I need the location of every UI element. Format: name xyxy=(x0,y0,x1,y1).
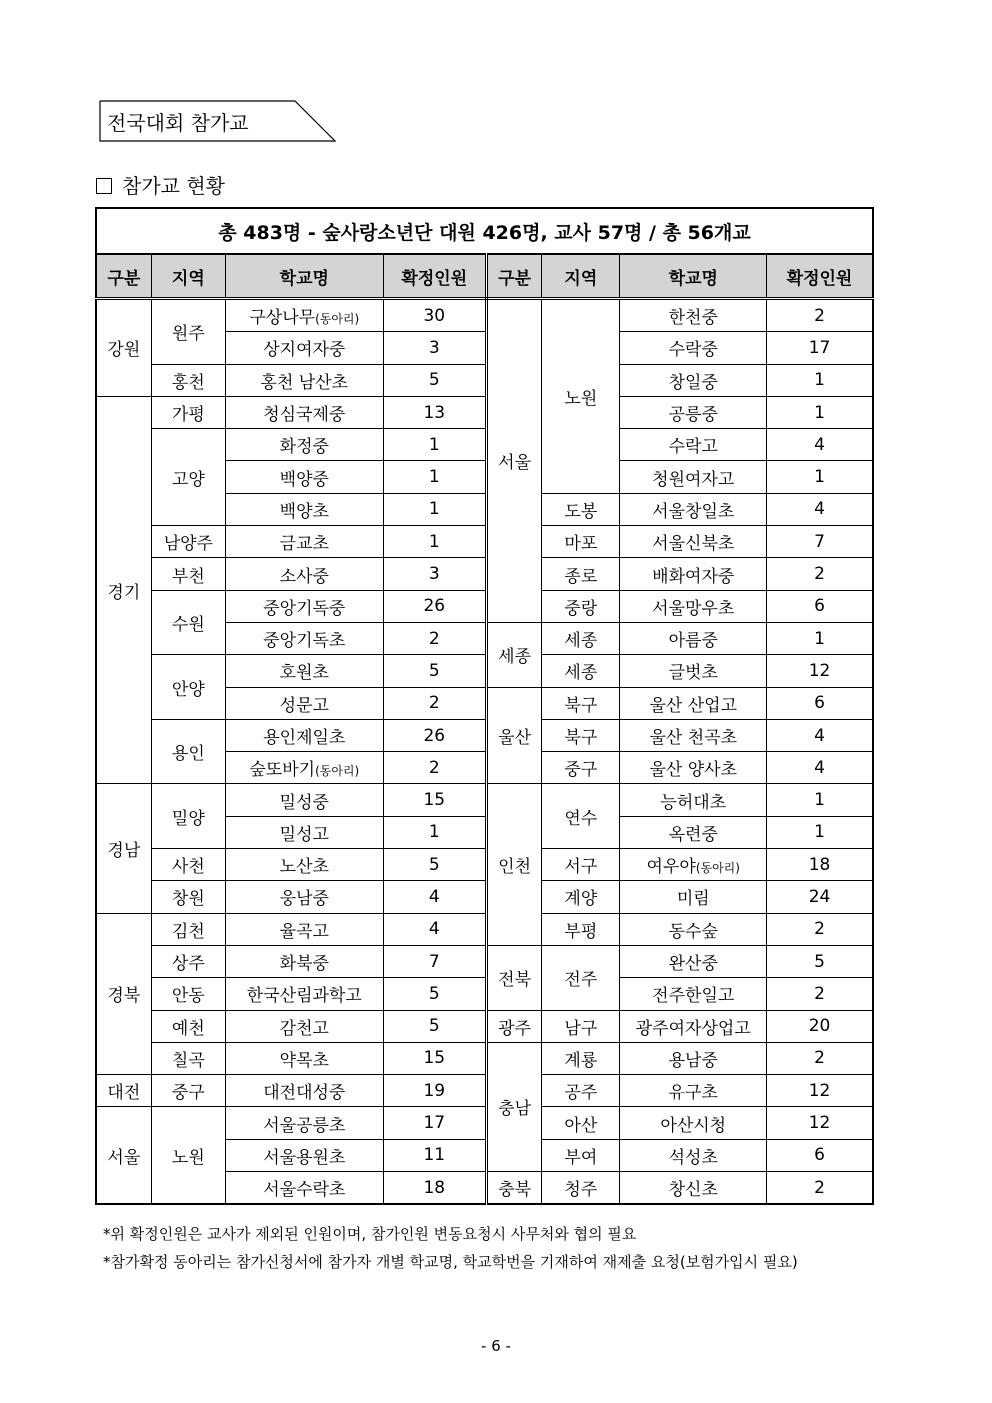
header-count: 확정인원 xyxy=(383,254,486,299)
region-cell: 중구 xyxy=(151,1075,225,1107)
table-row xyxy=(96,299,873,332)
count-cell: 1 xyxy=(767,364,873,396)
section-title-box xyxy=(99,100,334,140)
school-cell: 전주한일고 xyxy=(620,978,767,1010)
category-cell: 경남 xyxy=(96,784,151,913)
table-row xyxy=(96,558,873,590)
square-bullet-icon xyxy=(96,178,112,194)
school-cell: 성문고 xyxy=(225,687,383,719)
region-cell: 안양 xyxy=(151,655,225,720)
count-cell: 1 xyxy=(767,784,873,816)
header-category: 구분 xyxy=(96,254,151,299)
region-cell: 북구 xyxy=(542,719,620,751)
count-cell: 15 xyxy=(383,1042,486,1074)
count-cell: 6 xyxy=(767,1139,873,1171)
school-cell: 중앙기독초 xyxy=(225,622,383,654)
count-cell: 12 xyxy=(767,1107,873,1139)
school-cell: 창신초 xyxy=(620,1172,767,1205)
region-cell: 부여 xyxy=(542,1139,620,1171)
category-cell: 전북 xyxy=(486,945,541,1010)
category-cell: 충남 xyxy=(486,1042,541,1171)
school-cell: 울산 양사초 xyxy=(620,752,767,784)
count-cell: 2 xyxy=(767,978,873,1010)
school-cell: 완산중 xyxy=(620,945,767,977)
count-cell: 1 xyxy=(383,526,486,558)
table-row xyxy=(96,364,873,396)
count-cell: 1 xyxy=(383,461,486,493)
school-cell: 글벗초 xyxy=(620,655,767,687)
school-cell: 청원여자고 xyxy=(620,461,767,493)
section-title: 전국대회 참가교 xyxy=(107,111,249,135)
subheading-text: 참가교 현황 xyxy=(122,174,225,198)
region-cell: 마포 xyxy=(542,526,620,558)
school-cell: 웅남중 xyxy=(225,881,383,913)
category-cell: 서울 xyxy=(486,299,541,623)
school-cell: 용인제일초 xyxy=(225,719,383,751)
count-cell: 2 xyxy=(767,1042,873,1074)
region-cell: 가평 xyxy=(151,396,225,428)
count-cell: 26 xyxy=(383,590,486,622)
count-cell: 17 xyxy=(767,332,873,364)
table-row xyxy=(96,590,873,622)
region-cell: 전주 xyxy=(542,945,620,1010)
subheading xyxy=(96,170,225,199)
school-cell: 노산초 xyxy=(225,849,383,881)
table-row xyxy=(96,913,873,945)
count-cell: 13 xyxy=(383,396,486,428)
region-cell: 도봉 xyxy=(542,493,620,525)
footnotes xyxy=(103,1220,798,1276)
region-cell: 아산 xyxy=(542,1107,620,1139)
header-region: 지역 xyxy=(151,254,225,299)
school-cell: 공릉중 xyxy=(620,396,767,428)
region-cell: 김천 xyxy=(151,913,225,945)
count-cell: 15 xyxy=(383,784,486,816)
school-cell: 창일중 xyxy=(620,364,767,396)
region-cell: 세종 xyxy=(542,622,620,654)
header-category: 구분 xyxy=(486,254,541,299)
count-cell: 4 xyxy=(767,493,873,525)
region-cell: 남양주 xyxy=(151,526,225,558)
school-cell: 유구초 xyxy=(620,1075,767,1107)
table-row xyxy=(96,719,873,751)
school-cell: 상지여자중 xyxy=(225,332,383,364)
header-school: 학교명 xyxy=(225,254,383,299)
table-row xyxy=(96,429,873,461)
region-cell: 종로 xyxy=(542,558,620,590)
table-row xyxy=(96,1010,873,1042)
count-cell: 19 xyxy=(383,1075,486,1107)
category-cell: 경북 xyxy=(96,913,151,1074)
school-cell: 금교초 xyxy=(225,526,383,558)
school-cell: 호원초 xyxy=(225,655,383,687)
school-cell: 백양초 xyxy=(225,493,383,525)
count-cell: 2 xyxy=(383,622,486,654)
count-cell: 26 xyxy=(383,719,486,751)
school-cell: 서울공릉초 xyxy=(225,1107,383,1139)
school-cell: 서울신북초 xyxy=(620,526,767,558)
table-row xyxy=(96,1075,873,1107)
header-count: 확정인원 xyxy=(767,254,873,299)
header-school: 학교명 xyxy=(620,254,767,299)
footnote: *참가확정 동아리는 참가신청서에 참가자 개별 학교명, 학교학번을 기재하여 재제출 요청(보험가입시 필요) xyxy=(103,1253,798,1271)
count-cell: 18 xyxy=(767,849,873,881)
header-region: 지역 xyxy=(542,254,620,299)
school-cell: 백양중 xyxy=(225,461,383,493)
count-cell: 6 xyxy=(767,687,873,719)
count-cell: 4 xyxy=(767,719,873,751)
region-cell: 고양 xyxy=(151,429,225,526)
school-cell: 동수숲 xyxy=(620,913,767,945)
table-row xyxy=(96,849,873,881)
school-cell: 한국산림과학고 xyxy=(225,978,383,1010)
count-cell: 11 xyxy=(383,1139,486,1171)
region-cell: 계룡 xyxy=(542,1042,620,1074)
count-cell: 5 xyxy=(383,655,486,687)
school-cell: 숲또바기(동아리) xyxy=(225,752,383,784)
page-number: - 6 - xyxy=(481,1337,511,1355)
count-cell: 4 xyxy=(767,752,873,784)
region-cell: 노원 xyxy=(151,1107,225,1204)
count-cell: 4 xyxy=(767,429,873,461)
region-cell: 북구 xyxy=(542,687,620,719)
count-cell: 4 xyxy=(383,881,486,913)
count-cell: 4 xyxy=(383,913,486,945)
category-cell: 충북 xyxy=(486,1172,541,1205)
table-row xyxy=(96,784,873,816)
region-cell: 원주 xyxy=(151,299,225,365)
region-cell: 예천 xyxy=(151,1010,225,1042)
region-cell: 세종 xyxy=(542,655,620,687)
school-cell: 소사중 xyxy=(225,558,383,590)
region-cell: 밀양 xyxy=(151,784,225,849)
region-cell: 청주 xyxy=(542,1172,620,1205)
school-cell: 옥련중 xyxy=(620,816,767,848)
school-cell: 울산 산업고 xyxy=(620,687,767,719)
school-cell: 석성초 xyxy=(620,1139,767,1171)
count-cell: 30 xyxy=(383,299,486,332)
region-cell: 노원 xyxy=(542,299,620,494)
school-cell: 홍천 남산초 xyxy=(225,364,383,396)
school-cell: 서울용원초 xyxy=(225,1139,383,1171)
school-cell: 배화여자중 xyxy=(620,558,767,590)
school-cell: 광주여자상업고 xyxy=(620,1010,767,1042)
count-cell: 3 xyxy=(383,558,486,590)
count-cell: 2 xyxy=(767,558,873,590)
count-cell: 7 xyxy=(767,526,873,558)
school-cell: 밀성고 xyxy=(225,816,383,848)
region-cell: 서구 xyxy=(542,849,620,881)
table-row xyxy=(96,526,873,558)
school-cell: 여우야(동아리) xyxy=(620,849,767,881)
school-cell: 한천중 xyxy=(620,299,767,332)
category-cell: 서울 xyxy=(96,1107,151,1204)
count-cell: 5 xyxy=(767,945,873,977)
footnote: *위 확정인원은 교사가 제외된 인원이며, 참가인원 변동요청시 사무처와 협의 필요 xyxy=(103,1225,637,1243)
table-row xyxy=(96,1042,873,1074)
school-cell: 수락중 xyxy=(620,332,767,364)
count-cell: 6 xyxy=(767,590,873,622)
count-cell: 1 xyxy=(383,816,486,848)
count-cell: 5 xyxy=(383,849,486,881)
count-cell: 5 xyxy=(383,978,486,1010)
school-cell: 대전대성중 xyxy=(225,1075,383,1107)
category-cell: 광주 xyxy=(486,1010,541,1042)
region-cell: 공주 xyxy=(542,1075,620,1107)
count-cell: 1 xyxy=(383,493,486,525)
school-cell: 아름중 xyxy=(620,622,767,654)
school-cell: 아산시청 xyxy=(620,1107,767,1139)
table-row xyxy=(96,978,873,1010)
category-cell: 인천 xyxy=(486,784,541,945)
category-cell: 세종 xyxy=(486,622,541,687)
school-cell: 화북중 xyxy=(225,945,383,977)
table-row xyxy=(96,655,873,687)
table-header-row xyxy=(96,254,873,299)
school-cell: 서울망우초 xyxy=(620,590,767,622)
count-cell: 12 xyxy=(767,655,873,687)
school-cell: 율곡고 xyxy=(225,913,383,945)
count-cell: 1 xyxy=(383,429,486,461)
count-cell: 12 xyxy=(767,1075,873,1107)
table-row xyxy=(96,396,873,428)
region-cell: 남구 xyxy=(542,1010,620,1042)
region-cell: 창원 xyxy=(151,881,225,913)
count-cell: 1 xyxy=(767,461,873,493)
count-cell: 2 xyxy=(767,913,873,945)
table-row xyxy=(96,1107,873,1139)
table-row xyxy=(96,881,873,913)
school-cell: 서울수락초 xyxy=(225,1172,383,1205)
school-cell: 중앙기독중 xyxy=(225,590,383,622)
region-cell: 수원 xyxy=(151,590,225,655)
region-cell: 용인 xyxy=(151,719,225,784)
count-cell: 5 xyxy=(383,364,486,396)
count-cell: 1 xyxy=(767,622,873,654)
participant-table xyxy=(95,207,874,1205)
region-cell: 중랑 xyxy=(542,590,620,622)
count-cell: 24 xyxy=(767,881,873,913)
school-cell: 울산 천곡초 xyxy=(620,719,767,751)
school-cell: 수락고 xyxy=(620,429,767,461)
category-cell: 경기 xyxy=(96,396,151,784)
region-cell: 부평 xyxy=(542,913,620,945)
school-cell: 약목초 xyxy=(225,1042,383,1074)
count-cell: 1 xyxy=(767,816,873,848)
school-cell: 미림 xyxy=(620,881,767,913)
region-cell: 안동 xyxy=(151,978,225,1010)
school-cell: 감천고 xyxy=(225,1010,383,1042)
region-cell: 계양 xyxy=(542,881,620,913)
count-cell: 2 xyxy=(383,687,486,719)
count-cell: 3 xyxy=(383,332,486,364)
school-cell: 구상나무(동아리) xyxy=(225,299,383,332)
school-cell: 청심국제중 xyxy=(225,396,383,428)
count-cell: 2 xyxy=(767,299,873,332)
region-cell: 부천 xyxy=(151,558,225,590)
school-cell: 화정중 xyxy=(225,429,383,461)
region-cell: 중구 xyxy=(542,752,620,784)
table-title: 총 483명 - 숲사랑소년단 대원 426명, 교사 57명 / 총 56개교 xyxy=(96,208,873,254)
count-cell: 2 xyxy=(767,1172,873,1205)
region-cell: 칠곡 xyxy=(151,1042,225,1074)
count-cell: 18 xyxy=(383,1172,486,1205)
region-cell: 사천 xyxy=(151,849,225,881)
count-cell: 2 xyxy=(383,752,486,784)
school-cell: 밀성중 xyxy=(225,784,383,816)
school-cell: 서울창일초 xyxy=(620,493,767,525)
category-cell: 대전 xyxy=(96,1075,151,1107)
count-cell: 1 xyxy=(767,396,873,428)
count-cell: 7 xyxy=(383,945,486,977)
school-cell: 능허대초 xyxy=(620,784,767,816)
count-cell: 20 xyxy=(767,1010,873,1042)
category-cell: 울산 xyxy=(486,687,541,784)
table-row xyxy=(96,945,873,977)
category-cell: 강원 xyxy=(96,299,151,397)
region-cell: 상주 xyxy=(151,945,225,977)
region-cell: 연수 xyxy=(542,784,620,849)
count-cell: 17 xyxy=(383,1107,486,1139)
count-cell: 5 xyxy=(383,1010,486,1042)
school-cell: 용남중 xyxy=(620,1042,767,1074)
region-cell: 홍천 xyxy=(151,364,225,396)
